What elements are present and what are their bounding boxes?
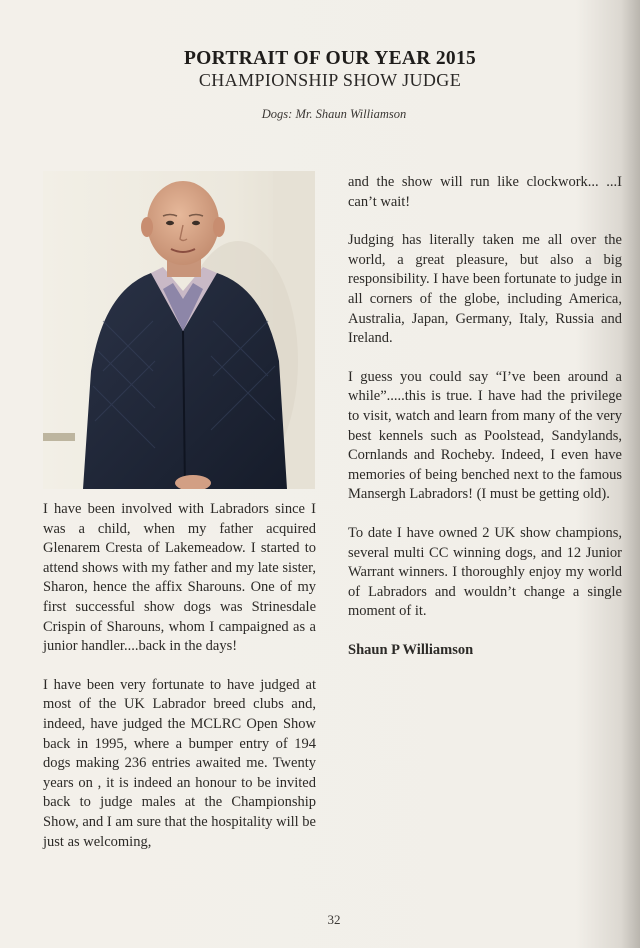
page-number: 32 bbox=[327, 912, 341, 927]
paragraph: and the show will run like clockwork... ...I can’t wait! bbox=[348, 174, 622, 210]
paragraph: I guess you could say “I’ve been around a while”.....this is true. I have had the privilege to visit, watch and learn from many of the very best kennels such as Poolstead, Sandylands, Cornlands and Rocheby. Indeed, I even have memories of being benched next to the famous Mansergh Labradors! (I must be getting old). bbox=[348, 368, 622, 503]
right-text-column bbox=[348, 173, 622, 679]
paragraph: I have been very fortunate to have judged at most of the UK Labrador breed clubs and, indeed, have judged the MCLRC Open Show back in 1995, where a bumper entry of 194 dogs making 236 entries awaited me. Twenty years on , it is indeed an honour to be invited back to judge males at the Championship Show, and I am sure that the hospitality will be just as welcoming, bbox=[43, 676, 316, 850]
judge-portrait-photo bbox=[43, 171, 315, 489]
paragraph: Judging has literally taken me all over the world, a great pleasure, but also a big responsibility. I have been fortunate to judge in all corners of the globe, including America, Australia, Japan, Germany, Italy, Russia and Ireland. bbox=[348, 232, 622, 347]
author-signature: Shaun P Williamson bbox=[348, 641, 474, 658]
paragraph: I have been involved with Labradors since I was a child, when my father acquired Glenarem Cresta of Lakemeadow. I started to attend shows with my father and my late sister, Sharon, hence the affix Sharouns. One of my first successful show dogs was Strinesdale Crispin of Sharouns, whom I campaigned as a junior handler....back in the days! bbox=[43, 501, 316, 655]
paragraph: To date I have owned 2 UK show champions, several multi CC winning dogs, and 12 Junior Warrant winners. I thoroughly enjoy my world of Labradors and wouldn’t change a single moment of it. bbox=[348, 524, 622, 620]
article-subtitle: CHAMPIONSHIP SHOW JUDGE bbox=[198, 70, 462, 90]
portrait-illustration bbox=[43, 171, 315, 489]
article-byline: Dogs: Mr. Shaun Williamson bbox=[261, 107, 407, 121]
article-title: PORTRAIT OF OUR YEAR 2015 bbox=[183, 48, 477, 69]
left-text-column bbox=[43, 500, 316, 871]
